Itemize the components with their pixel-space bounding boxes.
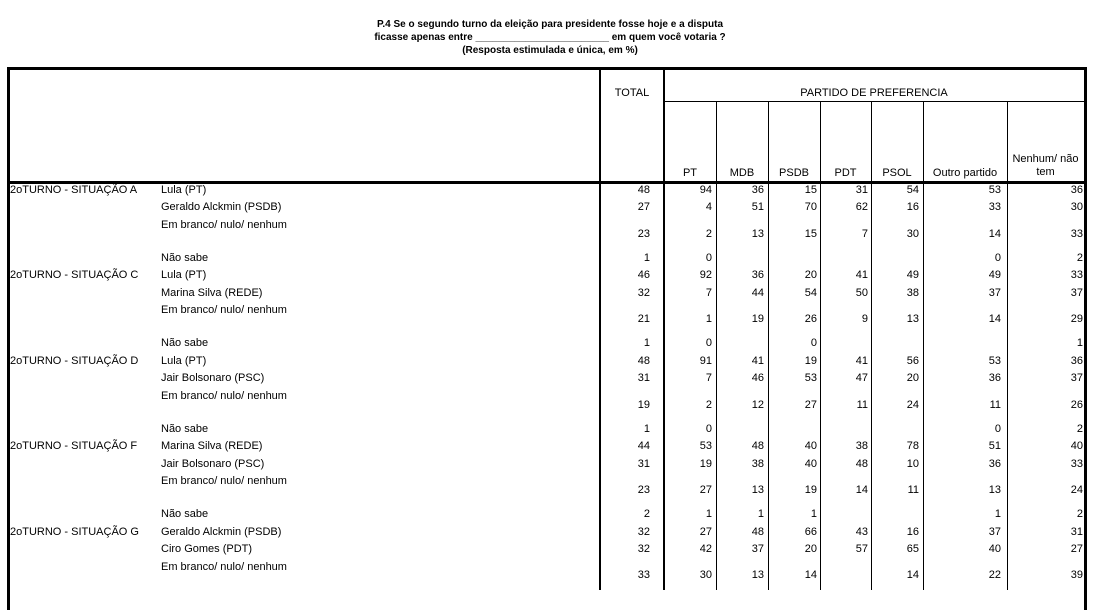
table-cell: 20: [804, 543, 817, 555]
table-cell: 9: [861, 313, 868, 325]
table-cell: 14: [855, 484, 868, 496]
table-cell: 14: [906, 569, 919, 581]
table-cell: 13: [751, 569, 764, 581]
table-cell: 30: [906, 228, 919, 240]
row-label: Marina Silva (REDE): [161, 287, 263, 299]
table-cell: 36: [988, 372, 1001, 384]
row-label: Geraldo Alckmin (PSDB): [161, 201, 282, 213]
table-cell: 13: [988, 484, 1001, 496]
question-title-line1: P.4 Se o segundo turno da eleição para presidente fosse hoje e a disputa: [376, 19, 724, 30]
table-cell: 48: [855, 458, 868, 470]
table-cell: 31: [637, 458, 650, 470]
table-cell: 10: [906, 458, 919, 470]
table-cell: 1: [705, 508, 712, 520]
row-label: Em branco/ nulo/ nenhum: [161, 219, 287, 231]
table-cell: 33: [637, 569, 650, 581]
table-cell: 50: [855, 287, 868, 299]
table-cell: 13: [751, 228, 764, 240]
table-cell: 44: [751, 287, 764, 299]
column-header: Nenhum/ não tem: [1012, 153, 1079, 178]
table-cell: 33: [1070, 458, 1083, 470]
table-cell: 36: [751, 184, 764, 196]
table-cell: 12: [751, 399, 764, 411]
table-cell: 11: [989, 399, 1001, 411]
table-cell: 51: [751, 201, 764, 213]
table-cell: 14: [804, 569, 817, 581]
table-cell: 21: [637, 313, 650, 325]
row-label: Jair Bolsonaro (PSC): [161, 458, 265, 470]
table-cell: 48: [751, 526, 764, 538]
table-cell: 26: [1070, 399, 1083, 411]
table-cell: 24: [906, 399, 919, 411]
table-cell: 41: [855, 355, 868, 367]
table-cell: 39: [1070, 569, 1083, 581]
table-cell: 32: [637, 526, 650, 538]
table-cell: 65: [906, 543, 919, 555]
table-cell: 70: [804, 201, 817, 213]
table-cell: 38: [751, 458, 764, 470]
table-cell: 53: [988, 184, 1001, 196]
table-cell: 57: [855, 543, 868, 555]
table-cell: 1: [994, 508, 1001, 520]
table-cell: 92: [699, 269, 712, 281]
section-label: 2oTURNO - SITUAÇÃO G: [10, 526, 139, 538]
table-cell: 46: [637, 269, 650, 281]
table-cell: 31: [855, 184, 868, 196]
total-right-border: [663, 70, 665, 590]
column-header: PSDB: [779, 167, 809, 179]
row-label: Não sabe: [161, 423, 209, 435]
table-cell: 14: [988, 313, 1001, 325]
row-label: Jair Bolsonaro (PSC): [161, 372, 265, 384]
table-cell: 51: [988, 440, 1001, 452]
table-cell: 44: [637, 440, 650, 452]
table-cell: 1: [643, 337, 650, 349]
table-cell: 22: [988, 569, 1001, 581]
table-cell: 40: [1070, 440, 1083, 452]
table-cell: 43: [855, 526, 868, 538]
table-cell: 20: [804, 269, 817, 281]
row-label: Em branco/ nulo/ nenhum: [161, 304, 287, 316]
table-cell: 31: [637, 372, 650, 384]
table-cell: 2: [1076, 508, 1083, 520]
table-cell: 27: [637, 201, 650, 213]
row-label: Geraldo Alckmin (PSDB): [161, 526, 282, 538]
table-cell: 37: [1070, 372, 1083, 384]
section-label: 2oTURNO - SITUAÇÃO C: [10, 269, 139, 281]
table-cell: 36: [1070, 184, 1083, 196]
row-label: Lula (PT): [161, 184, 207, 196]
table-cell: 7: [861, 228, 868, 240]
table-cell: 1: [643, 252, 650, 264]
table-cell: 20: [906, 372, 919, 384]
table-cell: 49: [988, 269, 1001, 281]
table-cell: 41: [855, 269, 868, 281]
row-label: Em branco/ nulo/ nenhum: [161, 390, 287, 402]
table-cell: 16: [906, 201, 919, 213]
table-cell: 33: [1070, 269, 1083, 281]
table-cell: 19: [637, 399, 650, 411]
table-cell: 19: [699, 458, 712, 470]
table-cell: 7: [705, 287, 712, 299]
table-cell: 66: [804, 526, 817, 538]
table-cell: 42: [699, 543, 712, 555]
table-cell: 23: [637, 484, 650, 496]
table-cell: 1: [1076, 337, 1083, 349]
table-cell: 2: [1076, 423, 1083, 435]
table-cell: 0: [705, 423, 712, 435]
table-cell: 27: [804, 399, 817, 411]
table-cell: 49: [906, 269, 919, 281]
total-header: TOTAL: [614, 87, 650, 99]
row-label: Não sabe: [161, 252, 209, 264]
table-cell: 13: [906, 313, 919, 325]
table-cell: 2: [1076, 252, 1083, 264]
table-cell: 53: [804, 372, 817, 384]
table-cell: 0: [810, 337, 817, 349]
question-title-line3: (Resposta estimulada e única, em %): [462, 45, 638, 56]
column-header: PDT: [834, 167, 857, 179]
table-cell: 0: [705, 252, 712, 264]
row-label: Ciro Gomes (PDT): [161, 543, 253, 555]
table-cell: 27: [699, 526, 712, 538]
table-cell: 15: [804, 228, 817, 240]
group-header-underline: [664, 101, 1084, 102]
table-cell: 2: [643, 508, 650, 520]
table-cell: 16: [906, 526, 919, 538]
row-label: Não sabe: [161, 508, 209, 520]
table-cell: 37: [751, 543, 764, 555]
table-cell: 37: [988, 287, 1001, 299]
table-cell: 33: [1070, 228, 1083, 240]
table-cell: 0: [994, 423, 1001, 435]
table-cell: 48: [637, 184, 650, 196]
table-cell: 26: [804, 313, 817, 325]
table-cell: 7: [705, 372, 712, 384]
group-header: PARTIDO DE PREFERENCIA: [800, 87, 948, 99]
table-cell: 37: [1070, 287, 1083, 299]
table-cell: 27: [1070, 543, 1083, 555]
column-header: Outro partido: [932, 167, 998, 179]
row-label: Lula (PT): [161, 269, 207, 281]
table-cell: 53: [988, 355, 1001, 367]
table-cell: 1: [810, 508, 817, 520]
table-cell: 53: [699, 440, 712, 452]
table-cell: 30: [1070, 201, 1083, 213]
table-cell: 40: [804, 458, 817, 470]
total-left-border: [599, 70, 601, 590]
section-label: 2oTURNO - SITUAÇÃO F: [10, 440, 138, 452]
table-cell: 40: [988, 543, 1001, 555]
table-cell: 94: [699, 184, 712, 196]
table-cell: 46: [751, 372, 764, 384]
table-cell: 54: [906, 184, 919, 196]
table-cell: 1: [643, 423, 650, 435]
table-cell: 62: [855, 201, 868, 213]
table-cell: 37: [988, 526, 1001, 538]
table-cell: 1: [757, 508, 764, 520]
table-cell: 56: [906, 355, 919, 367]
table-cell: 2: [705, 399, 712, 411]
table-cell: 19: [804, 355, 817, 367]
table-cell: 11: [907, 484, 919, 496]
table-cell: 27: [699, 484, 712, 496]
column-header: PSOL: [882, 167, 912, 179]
row-label: Não sabe: [161, 337, 209, 349]
table-cell: 0: [994, 252, 1001, 264]
table-cell: 19: [751, 313, 764, 325]
section-label: 2oTURNO - SITUAÇÃO A: [10, 184, 138, 196]
table-cell: 23: [637, 228, 650, 240]
table-cell: 38: [855, 440, 868, 452]
table-cell: 1: [705, 313, 712, 325]
table-cell: 38: [906, 287, 919, 299]
table-cell: 40: [804, 440, 817, 452]
column-header: PT: [682, 167, 698, 179]
row-label: Marina Silva (REDE): [161, 440, 263, 452]
table-cell: 19: [804, 484, 817, 496]
table-cell: 32: [637, 543, 650, 555]
section-label: 2oTURNO - SITUAÇÃO D: [10, 355, 139, 367]
table-cell: 0: [705, 337, 712, 349]
table-cell: 48: [751, 440, 764, 452]
table-cell: 31: [1070, 526, 1083, 538]
table-cell: 47: [855, 372, 868, 384]
table-cell: 14: [988, 228, 1001, 240]
table-cell: 29: [1070, 313, 1083, 325]
table-cell: 36: [751, 269, 764, 281]
table-cell: 54: [804, 287, 817, 299]
table-cell: 13: [751, 484, 764, 496]
table-cell: 2: [705, 228, 712, 240]
table-cell: 33: [988, 201, 1001, 213]
table-cell: 36: [988, 458, 1001, 470]
table-cell: 32: [637, 287, 650, 299]
column-header: MDB: [729, 167, 755, 179]
table-cell: 78: [906, 440, 919, 452]
question-title-line2: ficasse apenas entre ________________________ em quem você votaria ?: [374, 32, 726, 43]
table-cell: 4: [705, 201, 712, 213]
table-cell: 91: [699, 355, 712, 367]
table-cell: 36: [1070, 355, 1083, 367]
table-cell: 11: [856, 399, 868, 411]
row-label: Em branco/ nulo/ nenhum: [161, 561, 287, 573]
table-cell: 48: [637, 355, 650, 367]
row-label: Em branco/ nulo/ nenhum: [161, 475, 287, 487]
table-cell: 30: [699, 569, 712, 581]
table-cell: 15: [804, 184, 817, 196]
table-cell: 24: [1070, 484, 1083, 496]
row-label: Lula (PT): [161, 355, 207, 367]
table-cell: 41: [751, 355, 764, 367]
